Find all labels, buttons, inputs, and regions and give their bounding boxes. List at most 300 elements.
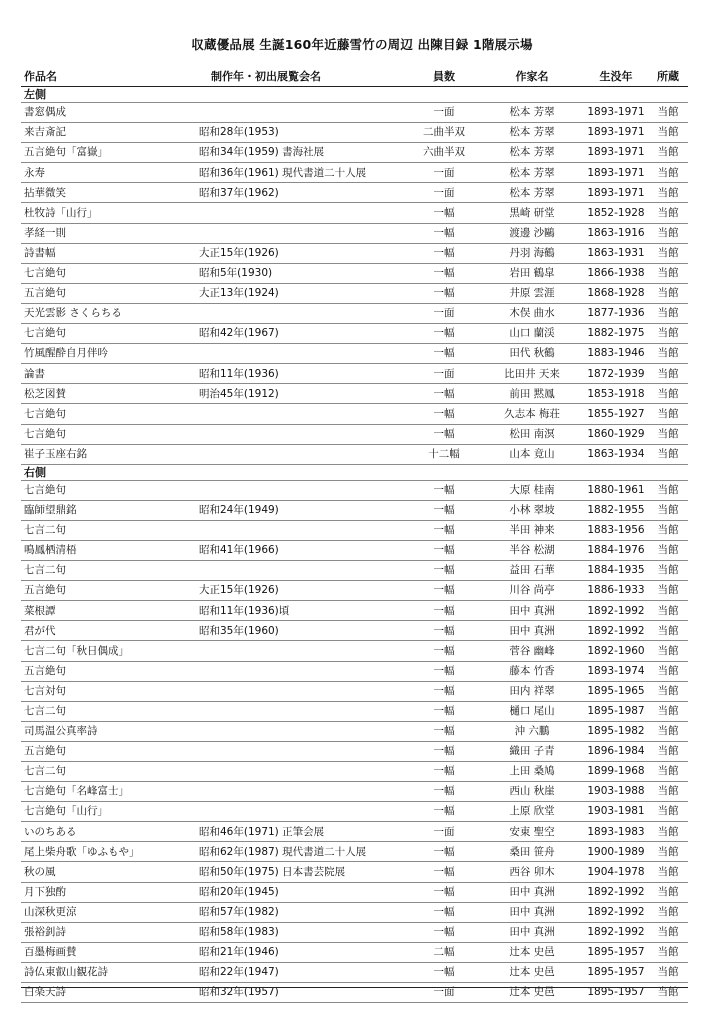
cell-life: 1892-1992 — [587, 926, 645, 939]
cell-title: 拈華微笑 — [24, 186, 66, 199]
cell-owner: 当館 — [657, 624, 679, 637]
table-row — [21, 481, 688, 501]
cell-count: 二曲半双 — [423, 126, 465, 139]
table-row — [21, 842, 688, 862]
table-row — [21, 304, 688, 324]
cell-title: 詩書幅 — [24, 246, 56, 259]
cell-life: 1893-1971 — [587, 106, 645, 119]
cell-life: 1895-1982 — [587, 725, 645, 738]
header-count: 員数 — [433, 69, 455, 83]
cell-life: 1895-1987 — [587, 705, 645, 718]
table-row — [21, 641, 688, 661]
cell-artist: 木俣 曲水 — [509, 307, 555, 320]
cell-life: 1899-1968 — [587, 765, 645, 778]
table-row — [21, 822, 688, 842]
cell-owner: 当館 — [657, 186, 679, 199]
section-header — [21, 465, 688, 481]
cell-owner: 当館 — [657, 267, 679, 280]
cell-title: 永寿 — [24, 166, 45, 179]
table-row — [21, 224, 688, 244]
cell-title: 山深秋更涼 — [24, 905, 77, 918]
cell-title: 杜牧詩「山行」 — [24, 206, 98, 219]
cell-owner: 当館 — [657, 387, 679, 400]
cell-artist: 益田 石華 — [509, 564, 555, 577]
section-header — [21, 87, 688, 103]
cell-life: 1903-1981 — [587, 805, 645, 818]
cell-count: 一幅 — [433, 347, 455, 360]
table-row — [21, 364, 688, 384]
table-row — [21, 501, 688, 521]
cell-artist: 半谷 松湖 — [509, 544, 555, 557]
cell-owner: 当館 — [657, 166, 679, 179]
cell-owner: 当館 — [657, 544, 679, 557]
cell-count: 一幅 — [433, 684, 455, 697]
cell-year: 明治45年(1912) — [199, 387, 279, 400]
table-row — [21, 903, 688, 923]
cell-life: 1860-1929 — [587, 427, 645, 440]
cell-year: 昭和24年(1949) — [199, 504, 279, 517]
cell-count: 一幅 — [433, 805, 455, 818]
header-year: 制作年・初出展覧会名 — [211, 69, 321, 83]
table-row — [21, 404, 688, 424]
table-row — [21, 762, 688, 782]
cell-owner: 当館 — [657, 483, 679, 496]
cell-count: 一幅 — [433, 966, 455, 979]
cell-owner: 当館 — [657, 664, 679, 677]
cell-life: 1880-1961 — [587, 483, 645, 496]
table-row — [21, 123, 688, 143]
cell-owner: 当館 — [657, 805, 679, 818]
table-row — [21, 163, 688, 183]
table-row — [21, 324, 688, 344]
cell-year: 昭和11年(1936)頃 — [199, 604, 290, 617]
cell-year: 昭和35年(1960) — [199, 624, 279, 637]
cell-artist: 松本 芳翠 — [509, 126, 555, 139]
cell-life: 1884-1935 — [587, 564, 645, 577]
cell-artist: 菅谷 幽峰 — [509, 644, 555, 657]
cell-artist: 半田 神来 — [509, 524, 555, 537]
cell-life: 1892-1992 — [587, 885, 645, 898]
cell-life: 1877-1936 — [587, 307, 645, 320]
cell-owner: 当館 — [657, 705, 679, 718]
cell-count: 一幅 — [433, 206, 455, 219]
cell-count: 一面 — [433, 307, 455, 320]
cell-count: 十二幅 — [428, 447, 460, 460]
cell-title: 七言絶句「山行」 — [24, 805, 108, 818]
cell-artist: 川谷 尚亭 — [509, 584, 555, 597]
header-owner: 所蔵 — [657, 69, 679, 83]
cell-title: 来吉斎記 — [24, 126, 66, 139]
cell-artist: 安東 聖空 — [509, 825, 555, 838]
cell-life: 1852-1928 — [587, 206, 645, 219]
cell-title: 七言絶句「名峰富士」 — [24, 785, 129, 798]
table-row — [21, 244, 688, 264]
cell-owner: 当館 — [657, 845, 679, 858]
cell-artist: 田中 真洲 — [509, 885, 555, 898]
cell-title: 五言絶句 — [24, 745, 66, 758]
cell-title: 五言絶句 — [24, 664, 66, 677]
cell-life: 1883-1946 — [587, 347, 645, 360]
cell-title: 七言対句 — [24, 684, 66, 697]
cell-artist: 西山 秋崖 — [509, 785, 555, 798]
table-row — [21, 521, 688, 541]
cell-artist: 比田井 天来 — [504, 367, 560, 380]
cell-life: 1893-1971 — [587, 126, 645, 139]
cell-life: 1882-1955 — [587, 504, 645, 517]
cell-year: 昭和21年(1946) — [199, 946, 279, 959]
cell-artist: 松本 芳翠 — [509, 106, 555, 119]
cell-life: 1895-1965 — [587, 684, 645, 697]
cell-artist: 田内 祥翠 — [509, 684, 555, 697]
cell-owner: 当館 — [657, 427, 679, 440]
cell-year: 昭和20年(1945) — [199, 885, 279, 898]
cell-title: 白楽天詩 — [24, 986, 66, 999]
cell-artist: 上田 桑鳩 — [509, 765, 555, 778]
cell-owner: 当館 — [657, 447, 679, 460]
cell-life: 1892-1992 — [587, 905, 645, 918]
cell-owner: 当館 — [657, 684, 679, 697]
section-label: 左側 — [24, 88, 46, 101]
cell-title: 鳴鳳栖清梧 — [24, 544, 77, 557]
cell-owner: 当館 — [657, 564, 679, 577]
table-row — [21, 264, 688, 284]
cell-owner: 当館 — [657, 865, 679, 878]
cell-count: 一幅 — [433, 705, 455, 718]
cell-title: 君が代 — [24, 624, 56, 637]
table-row — [21, 601, 688, 621]
cell-life: 1868-1928 — [587, 287, 645, 300]
table-row — [21, 621, 688, 641]
cell-artist: 松本 芳翠 — [509, 166, 555, 179]
cell-artist: 沖 六鵬 — [514, 725, 550, 738]
cell-count: 一幅 — [433, 564, 455, 577]
cell-title: 書窓偶成 — [24, 106, 66, 119]
cell-artist: 田中 真洲 — [509, 926, 555, 939]
cell-life: 1892-1992 — [587, 624, 645, 637]
cell-artist: 岩田 鶴皐 — [509, 267, 555, 280]
cell-life: 1895-1957 — [587, 966, 645, 979]
cell-title: 七言絶句 — [24, 327, 66, 340]
cell-owner: 当館 — [657, 524, 679, 537]
table-row — [21, 963, 688, 983]
header-life: 生没年 — [599, 69, 633, 83]
cell-title: 張裕釗詩 — [24, 926, 66, 939]
cell-title: 松芝図賛 — [24, 387, 66, 400]
cell-artist: 大原 桂南 — [509, 483, 555, 496]
cell-title: 百墨梅画賛 — [24, 946, 77, 959]
cell-count: 一幅 — [433, 584, 455, 597]
cell-artist: 久志本 梅荘 — [504, 407, 560, 420]
cell-title: 竹風醒酔自月伴吟 — [24, 347, 108, 360]
cell-title: いのちある — [24, 825, 77, 838]
table-row — [21, 923, 688, 943]
cell-count: 一幅 — [433, 885, 455, 898]
cell-count: 一幅 — [433, 226, 455, 239]
cell-count: 一幅 — [433, 905, 455, 918]
cell-artist: 山本 竟山 — [509, 447, 555, 460]
cell-count: 一面 — [433, 106, 455, 119]
exhibit-list-table — [21, 66, 688, 1003]
cell-title: 七言二句 — [24, 524, 66, 537]
cell-count: 一幅 — [433, 267, 455, 280]
cell-owner: 当館 — [657, 905, 679, 918]
cell-count: 一幅 — [433, 604, 455, 617]
cell-life: 1893-1983 — [587, 825, 645, 838]
table-row — [21, 284, 688, 304]
cell-title: 七言絶句 — [24, 427, 66, 440]
cell-artist: 辻本 史邑 — [509, 966, 555, 979]
cell-title: 七言二句 — [24, 765, 66, 778]
cell-count: 一幅 — [433, 765, 455, 778]
cell-title: 孝経一則 — [24, 226, 66, 239]
cell-count: 一面 — [433, 166, 455, 179]
bottom-rule — [21, 987, 688, 988]
cell-life: 1900-1989 — [587, 845, 645, 858]
cell-title: 天光雲影 さくらちる — [24, 307, 122, 320]
cell-year: 昭和37年(1962) — [199, 186, 279, 199]
cell-count: 一幅 — [433, 745, 455, 758]
cell-life: 1895-1957 — [587, 986, 645, 999]
cell-year: 昭和46年(1971) 正筆会展 — [199, 825, 325, 838]
cell-owner: 当館 — [657, 146, 679, 159]
cell-owner: 当館 — [657, 825, 679, 838]
header-artist: 作家名 — [515, 69, 549, 83]
cell-owner: 当館 — [657, 785, 679, 798]
cell-artist: 渡邊 沙鷗 — [509, 226, 555, 239]
cell-artist: 辻本 史邑 — [509, 946, 555, 959]
table-header-row — [21, 66, 688, 87]
cell-year: 大正15年(1926) — [199, 584, 279, 597]
cell-artist: 田代 秋鶴 — [509, 347, 555, 360]
cell-life: 1863-1934 — [587, 447, 645, 460]
cell-owner: 当館 — [657, 885, 679, 898]
table-row — [21, 722, 688, 742]
cell-year: 昭和5年(1930) — [199, 267, 273, 280]
table-row — [21, 541, 688, 561]
header-title: 作品名 — [24, 69, 57, 83]
cell-title: 司馬温公真率詩 — [24, 725, 98, 738]
cell-year: 昭和62年(1987) 現代書道二十人展 — [199, 845, 367, 858]
cell-year: 昭和32年(1957) — [199, 986, 279, 999]
cell-count: 二幅 — [433, 946, 455, 959]
cell-year: 昭和57年(1982) — [199, 905, 279, 918]
cell-life: 1863-1931 — [587, 246, 645, 259]
table-row — [21, 581, 688, 601]
table-row — [21, 103, 688, 123]
cell-year: 昭和34年(1959) 書海社展 — [199, 146, 325, 159]
cell-owner: 当館 — [657, 347, 679, 360]
cell-owner: 当館 — [657, 126, 679, 139]
cell-owner: 当館 — [657, 966, 679, 979]
cell-count: 一幅 — [433, 504, 455, 517]
cell-count: 一面 — [433, 986, 455, 999]
table-row — [21, 344, 688, 364]
cell-year: 大正13年(1924) — [199, 287, 279, 300]
cell-title: 論書 — [24, 367, 45, 380]
table-row — [21, 682, 688, 702]
cell-life: 1866-1938 — [587, 267, 645, 280]
cell-owner: 当館 — [657, 206, 679, 219]
cell-count: 一幅 — [433, 926, 455, 939]
cell-year: 昭和36年(1961) 現代書道二十人展 — [199, 166, 367, 179]
cell-title: 月下独酌 — [24, 885, 66, 898]
cell-artist: 織田 子青 — [509, 745, 555, 758]
cell-artist: 松本 芳翠 — [509, 186, 555, 199]
cell-owner: 当館 — [657, 584, 679, 597]
cell-owner: 当館 — [657, 765, 679, 778]
cell-life: 1893-1971 — [587, 186, 645, 199]
cell-life: 1893-1971 — [587, 146, 645, 159]
table-row — [21, 702, 688, 722]
cell-artist: 山口 蘭渓 — [509, 327, 555, 340]
cell-count: 一幅 — [433, 327, 455, 340]
cell-count: 一幅 — [433, 544, 455, 557]
cell-title: 崔子玉座右銘 — [24, 447, 87, 460]
cell-artist: 桑田 笹舟 — [509, 845, 555, 858]
cell-title: 五言絶句 — [24, 287, 66, 300]
cell-title: 七言二句 — [24, 705, 66, 718]
cell-count: 一幅 — [433, 387, 455, 400]
cell-life: 1896-1984 — [587, 745, 645, 758]
cell-life: 1886-1933 — [587, 584, 645, 597]
cell-artist: 井原 雲涯 — [509, 287, 555, 300]
cell-owner: 当館 — [657, 946, 679, 959]
table-row — [21, 203, 688, 223]
cell-count: 一幅 — [433, 865, 455, 878]
cell-owner: 当館 — [657, 307, 679, 320]
cell-year: 昭和58年(1983) — [199, 926, 279, 939]
cell-artist: 前田 黙鳳 — [509, 387, 555, 400]
table-row — [21, 183, 688, 203]
cell-owner: 当館 — [657, 106, 679, 119]
cell-title: 七言絶句 — [24, 267, 66, 280]
cell-owner: 当館 — [657, 504, 679, 517]
cell-count: 一幅 — [433, 644, 455, 657]
cell-year: 昭和22年(1947) — [199, 966, 279, 979]
cell-owner: 当館 — [657, 226, 679, 239]
cell-owner: 当館 — [657, 725, 679, 738]
cell-owner: 当館 — [657, 287, 679, 300]
cell-life: 1895-1957 — [587, 946, 645, 959]
table-row — [21, 862, 688, 882]
cell-title: 五言絶句 — [24, 584, 66, 597]
cell-count: 一幅 — [433, 725, 455, 738]
cell-artist: 田中 真洲 — [509, 604, 555, 617]
cell-count: 一面 — [433, 825, 455, 838]
cell-title: 尾上柴舟歌「ゆふもや」 — [24, 845, 140, 858]
table-row — [21, 143, 688, 163]
cell-artist: 松本 芳翠 — [509, 146, 555, 159]
cell-owner: 当館 — [657, 367, 679, 380]
cell-life: 1853-1918 — [587, 387, 645, 400]
cell-artist: 上原 欣堂 — [509, 805, 555, 818]
cell-artist: 西谷 卯木 — [509, 865, 555, 878]
cell-artist: 辻本 史邑 — [509, 986, 555, 999]
cell-owner: 当館 — [657, 986, 679, 999]
table-row — [21, 782, 688, 802]
table-row — [21, 425, 688, 445]
cell-count: 一幅 — [433, 246, 455, 259]
table-row — [21, 943, 688, 963]
cell-life: 1892-1992 — [587, 604, 645, 617]
cell-owner: 当館 — [657, 246, 679, 259]
cell-title: 詩仏東叡山観花詩 — [24, 966, 108, 979]
cell-life: 1893-1971 — [587, 166, 645, 179]
cell-count: 一幅 — [433, 785, 455, 798]
cell-artist: 田中 真洲 — [509, 624, 555, 637]
cell-artist: 黒崎 研堂 — [509, 206, 555, 219]
cell-artist: 小林 翠坡 — [509, 504, 555, 517]
cell-life: 1904-1978 — [587, 865, 645, 878]
cell-owner: 当館 — [657, 604, 679, 617]
cell-year: 昭和42年(1967) — [199, 327, 279, 340]
cell-artist: 藤本 竹香 — [509, 664, 555, 677]
cell-count: 一幅 — [433, 845, 455, 858]
cell-life: 1892-1960 — [587, 644, 645, 657]
cell-owner: 当館 — [657, 407, 679, 420]
cell-count: 一幅 — [433, 407, 455, 420]
cell-count: 一面 — [433, 186, 455, 199]
cell-life: 1882-1975 — [587, 327, 645, 340]
cell-count: 一面 — [433, 367, 455, 380]
cell-owner: 当館 — [657, 327, 679, 340]
cell-count: 一幅 — [433, 287, 455, 300]
cell-artist: 田中 真洲 — [509, 905, 555, 918]
cell-artist: 丹羽 海鶴 — [509, 246, 555, 259]
cell-life: 1883-1956 — [587, 524, 645, 537]
table-row — [21, 883, 688, 903]
cell-count: 六曲半双 — [423, 146, 465, 159]
cell-life: 1855-1927 — [587, 407, 645, 420]
table-row — [21, 802, 688, 822]
cell-title: 七言絶句 — [24, 407, 66, 420]
cell-year: 昭和28年(1953) — [199, 126, 279, 139]
cell-year: 昭和11年(1936) — [199, 367, 279, 380]
cell-title: 七言二句「秋日偶成」 — [24, 644, 129, 657]
cell-life: 1872-1939 — [587, 367, 645, 380]
table-row — [21, 561, 688, 581]
cell-title: 秋の風 — [24, 865, 56, 878]
cell-count: 一幅 — [433, 524, 455, 537]
cell-owner: 当館 — [657, 644, 679, 657]
cell-title: 七言絶句 — [24, 483, 66, 496]
cell-count: 一幅 — [433, 427, 455, 440]
cell-life: 1893-1974 — [587, 664, 645, 677]
cell-count: 一幅 — [433, 664, 455, 677]
cell-year: 大正15年(1926) — [199, 246, 279, 259]
cell-count: 一幅 — [433, 483, 455, 496]
cell-owner: 当館 — [657, 745, 679, 758]
table-row — [21, 742, 688, 762]
cell-title: 七言二句 — [24, 564, 66, 577]
page-title: 収蔵優品展 生誕160年近藤雪竹の周辺 出陳目録 1階展示場 — [191, 37, 533, 52]
cell-year: 昭和50年(1975) 日本書芸院展 — [199, 865, 346, 878]
cell-life: 1884-1976 — [587, 544, 645, 557]
table-row — [21, 445, 688, 465]
cell-life: 1863-1916 — [587, 226, 645, 239]
cell-title: 臨師望鼎銘 — [24, 504, 77, 517]
cell-artist: 樋口 尾山 — [509, 705, 555, 718]
cell-title: 五言絶句「富嶽」 — [24, 146, 108, 159]
cell-year: 昭和41年(1966) — [199, 544, 279, 557]
cell-artist: 松田 南溟 — [509, 427, 555, 440]
cell-life: 1903-1988 — [587, 785, 645, 798]
table-row — [21, 662, 688, 682]
cell-count: 一幅 — [433, 624, 455, 637]
table-row — [21, 384, 688, 404]
cell-title: 菜根譚 — [24, 604, 56, 617]
cell-owner: 当館 — [657, 926, 679, 939]
